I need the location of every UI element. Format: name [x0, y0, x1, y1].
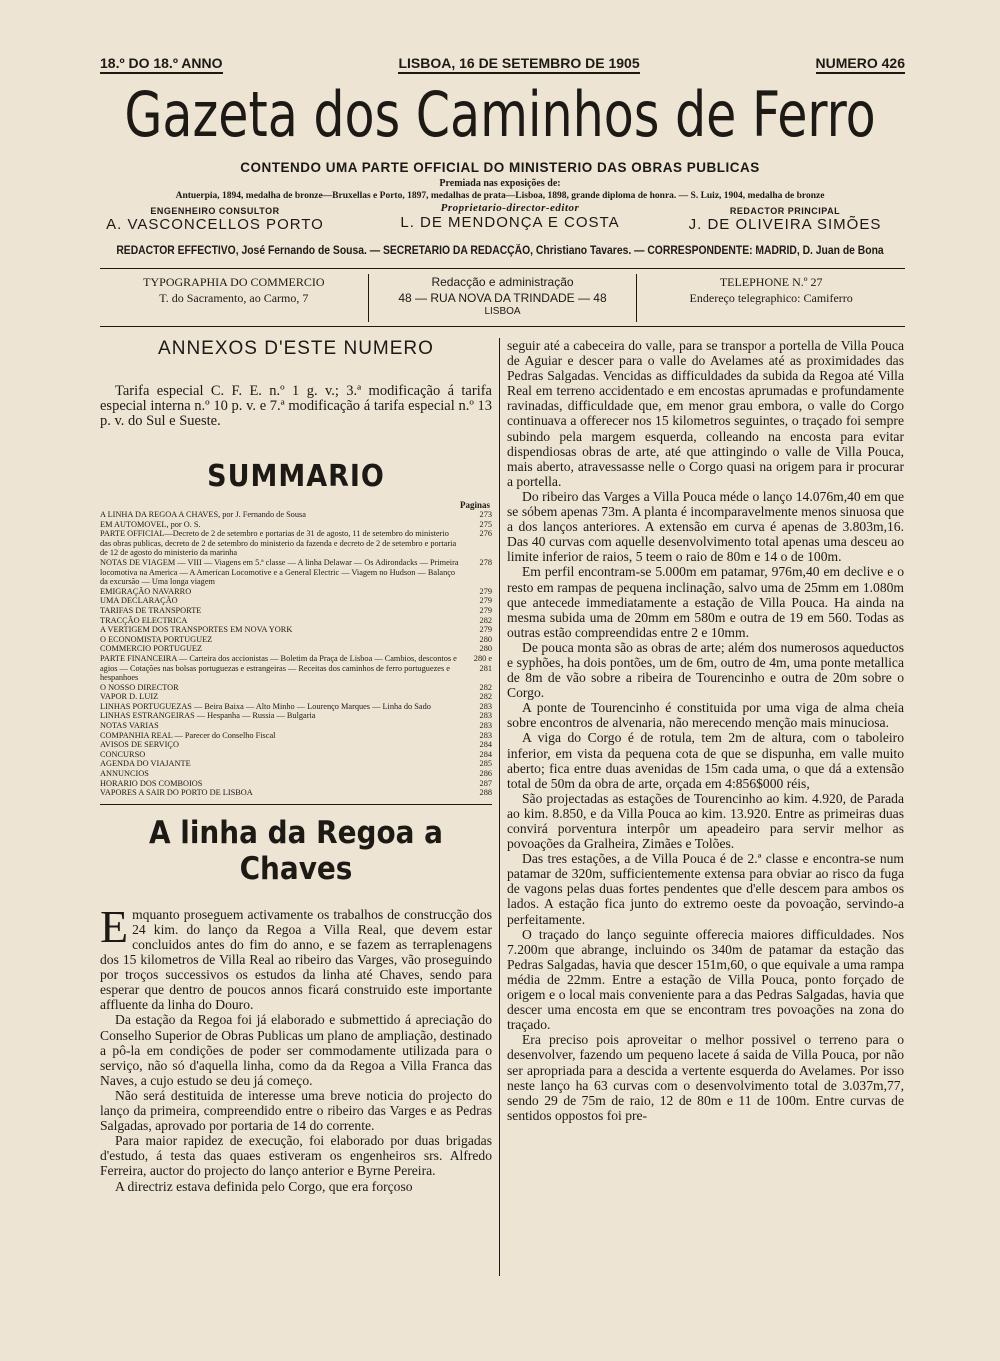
- summary-item: [100, 759, 492, 769]
- article-title: A linha da Regoa a Chaves: [149, 814, 443, 887]
- summary-item-title: EM AUTOMOVEL, por O. S.: [100, 519, 201, 529]
- summary-item-title: PARTE OFFICIAL—Decreto de 2 de setembro e portarias de 31 de agosto, 11 de setembro do ministerio das obras publicas, decreto de 2 de setembro do ministerio da fazenda e decreto de 2 de setembro e portaria de 12 de agosto do ministerio da marinha: [100, 529, 457, 558]
- article-paragraph: O traçado do lanço seguinte offerecia maiores difficuldades. Nos 7.200m que abrange, incluindo os 340m de patamar da estação das Pedras Salgadas, havia que descer 151m,60, o que equivale a uma rampa média de 22mm. Entre a estação de Villa Pouca, ponto forçado de origem e o local mais conveniente para a das Pedras Salgadas, havia que descer uma encosta em que se encontram tres povoações na zona do traçado.: [507, 926, 904, 1033]
- summary-item-title: COMPANHIA REAL — Parecer do Conselho Fiscal: [100, 730, 276, 740]
- summary-item-page: 279: [479, 625, 492, 635]
- summary-item-page: 279: [479, 596, 492, 606]
- summary-item: [100, 635, 492, 645]
- column-divider: [499, 338, 500, 1276]
- info-bottom-rule: [100, 326, 905, 327]
- summary-item: [100, 596, 492, 606]
- summary-item-title: ANNUNCIOS: [100, 769, 149, 779]
- office-title: Redacção e administração: [431, 275, 574, 289]
- summary-item-page: 285: [479, 759, 492, 769]
- summary-item-title: NOTAS VARIAS: [100, 721, 159, 731]
- engineer-role: ENGENHEIRO CONSULTOR: [150, 206, 280, 216]
- summary-item-page: 283: [479, 701, 492, 711]
- office-cell: [368, 274, 637, 322]
- summary-item: [100, 654, 492, 683]
- summary-item-title: VAPORES A SAIR DO PORTO DE LISBOA: [100, 788, 253, 798]
- summary-item-title: AGENDA DO VIAJANTE: [100, 759, 191, 769]
- article-paragraph: Não será destituida de interesse uma breve noticia do projecto do lanço da primeira, compreendido entre o ribeiro das Varges e as Pedras Salgadas, aprovado por portaria de 14 do corrente.: [100, 1087, 492, 1134]
- summary-item-page: 283: [479, 721, 492, 731]
- summary-item-title: TRACÇÃO ELECTRICA: [100, 615, 188, 625]
- chief-role: REDACTOR PRINCIPAL: [729, 206, 841, 216]
- summary-item: [100, 558, 492, 587]
- summary-item: [100, 683, 492, 693]
- article-paragraph: seguir até a cabeceira do valle, para se transpor a portella de Villa Pouca de Aguiar e descer para o valle do Avelames até as proximidades das Pedras Salgadas. Vencidas as difficuldades da subida da Regoa até Villa Real em terreno accidentado e em encostas aprumadas e profundamente ravinadas, difficuldade que, em menor grau embora, o valle do Corgo continuava a offerecer nos 15 kilometros seguintes, o traçado foi sempre subindo pela margem esquerda, colleando na encosta para evitar dispendiosas obras de arte, até que attingindo o valle de Villa Pouca, mais aberto, atravessasse nelle o Corgo quasi na origem para ir procurar a portella.: [507, 338, 904, 489]
- masthead-title: Gazeta dos Caminhos de Ferro: [124, 78, 876, 151]
- summary-item: [100, 779, 492, 789]
- article-paragraph: São projectadas as estações de Tourencinho ao kim. 4.920, de Parada ao kim. 8.850, e da Villa Pouca ao kim. 13.920. Entre as primeiras duas convirá porventura interpôr um apeadeiro para servir melhor as povoações da Gralheira, Zimães e Tolões.: [507, 790, 904, 852]
- summary-item-page: 280 e 281: [473, 653, 492, 673]
- summary-item-page: 282: [479, 682, 492, 692]
- article-paragraph: A ponte de Tourencinho é constituida por uma viga de alma cheia sobre encontros de alvenaria, não merecendo menção mais minuciosa.: [507, 700, 904, 731]
- info-bar: [100, 274, 905, 322]
- summary-item-title: O NOSSO DIRECTOR: [100, 682, 179, 692]
- summary-item-title: CONCURSO: [100, 749, 146, 759]
- annex-title: ANNEXOS D'ESTE NUMERO: [158, 338, 434, 359]
- summary-item-title: UMA DECLARAÇÃO: [100, 596, 178, 606]
- printer-cell: [100, 274, 368, 322]
- staff-block: [100, 202, 905, 246]
- printer-title: TYPOGRAPHIA DO COMMERCIO: [143, 275, 325, 289]
- owner-block: [360, 202, 660, 231]
- top-line: [100, 55, 905, 74]
- summary-item-page: 282: [479, 692, 492, 702]
- summary-item-page: 282: [479, 615, 492, 625]
- summary-item-title: LINHAS PORTUGUEZAS — Beira Baixa — Alto Minho — Lourenço Marques — Linha do Sado: [100, 701, 431, 711]
- pages-label: Paginas: [459, 500, 490, 510]
- summary-item-page: 278: [479, 557, 492, 567]
- telephone-cell: [636, 274, 905, 322]
- summary-item: [100, 740, 492, 750]
- summary-item-page: 279: [479, 605, 492, 615]
- summary-item-title: NOTAS DE VIAGEM — VIII — Viagens em 5.ª classe — A linha Delawar — Os Adirondacks — Primeira locomotiva na America — A American Locomotive e a General Electric — Viagem no Hudson — Balanço da excursão — Uma longa viagem: [100, 557, 459, 587]
- summary-item-page: 280: [479, 644, 492, 654]
- summary-item: [100, 625, 492, 635]
- chief-name: J. DE OLIVEIRA SIMÕES: [688, 216, 882, 233]
- summary-item-title: HORARIO DOS COMBOIOS: [100, 778, 203, 788]
- summary-item: [100, 587, 492, 597]
- article-paragraph: Das tres estações, a de Villa Pouca é de 2.ª classe e encontra-se num patamar de 320m, sufficientemente extensa para obviar ao risco da fuga de vagons pelas duas fortes pendentes que d'elle descem para ambos os lados. A estação fica junto do extremo oeste da povoação, servindo-a perfeitamente.: [507, 851, 904, 927]
- office-city: LISBOA: [484, 306, 521, 317]
- summary-item-title: LINHAS ESTRANGEIRAS — Hespanha — Russia — Bulgaria: [100, 711, 316, 721]
- summary-item-page: 283: [479, 730, 492, 740]
- engineer-name: A. VASCONCELLOS PORTO: [106, 216, 324, 233]
- summary-item: [100, 644, 492, 654]
- article-paragraph: Da estação da Regoa foi já elaborado e submettido á apreciação do Conselho Superior de Obras Publicas um plano de ampliação, destinado a pô-la em condições de poder ser commodamente utilizada para o serviço, não só d'aquella linha, como da da Regoa a Villa Franca das Naves, a cujo estudo se deu já começo.: [100, 1012, 492, 1088]
- summary-item-page: 273: [479, 510, 492, 519]
- left-column: [100, 338, 492, 1194]
- awards-heading: Premiada nas exposições de:: [439, 178, 561, 189]
- owner-role: Proprietario-director-editor: [440, 202, 580, 214]
- summary-item: [100, 529, 492, 558]
- summary-item: [100, 702, 492, 712]
- summary-item: [100, 520, 492, 530]
- printer-address: T. do Sacramento, ao Carmo, 7: [159, 291, 309, 305]
- annex-text: Tarifa especial C. F. E. n.º 1 g. v.; 3.ª modificação á tarifa especial interna n.º 10 p. v. e 7.ª modificação á tarifa especial n.º 13 p. v. do Sul e Sueste.: [100, 383, 492, 429]
- summary-item-title: O ECONOMISTA PORTUGUEZ: [100, 634, 213, 644]
- summary-item-page: 284: [479, 740, 492, 750]
- summary-item-page: 276: [479, 529, 492, 539]
- summary-item: [100, 769, 492, 779]
- article-paragraph: A viga do Corgo é de rotula, tem 2m de altura, com o taboleiro inferior, em vista da pequena cota de que se dispunha, em valle muito aberto; fica entre duas avenidas de 15m cada uma, o que dá a extensão total de 50m da obra de arte, orçada em 4:856$000 réis,: [507, 730, 904, 791]
- dateline: LISBOA, 16 DE SETEMBRO DE 1905: [398, 55, 639, 74]
- summary-item: [100, 750, 492, 760]
- article-paragraph: Em perfil encontram-se 5.000m em patamar, 976m,40 em declive e o resto em rampas de pequena inclinação, salvo uma de 25mm em 1.080m que antecede immediatamente a estação de Villa Pouca. Ha ainda na mesma subida uma de 20mm em 580m e outra de 19 em 560. Todas as outras estão compreendidas entre 2 e 10mm.: [507, 564, 904, 640]
- masthead-subtitle: CONTENDO UMA PARTE OFFICIAL DO MINISTERIO DAS OBRAS PUBLICAS: [240, 160, 760, 175]
- summary-item: [100, 616, 492, 626]
- drop-cap: E: [100, 900, 129, 952]
- summary-item: [100, 731, 492, 741]
- summary-item-page: 279: [479, 586, 492, 596]
- telephone: TELEPHONE N.º 27: [719, 275, 823, 289]
- summary-item-page: 275: [479, 519, 492, 529]
- issue-number: NUMERO 426: [816, 55, 905, 74]
- summary-item-page: 288: [479, 788, 492, 798]
- summary-title: SUMMARIO: [207, 459, 385, 494]
- summary-list: [100, 510, 492, 798]
- chief-block: [665, 206, 905, 233]
- engineer-block: [100, 206, 330, 233]
- article-paragraph: Era preciso pois aproveitar o melhor possivel o terreno para o desenvolver, fazendo um pequeno lacete á saida de Villa Pouca, por não ser apropriada para a descida a vertente esquerda do Avelames. Por isso neste lanço ha 63 curvas com o desenvolvimento total de 3.037m,77, sendo 29 de 75m de raio, 12 de 80m e 11 de 100m. Entre curvas de sentidos oppostos foi pre-: [507, 1032, 904, 1123]
- summary-item: [100, 692, 492, 702]
- summary-item-page: 287: [479, 778, 492, 788]
- summary-item-page: 284: [479, 749, 492, 759]
- summary-rule: [100, 804, 492, 805]
- year-label: 18.º DO 18.º ANNO: [100, 55, 223, 74]
- article-paragraph: Para maior rapidez de execução, foi elaborado por duas brigadas d'estudo, á testa das quaes estiveram os engenheiros srs. Alfredo Ferreira, auctor do projecto do lanço anterior e Byrne Pereira.: [100, 1133, 492, 1179]
- summary-item-page: 286: [479, 769, 492, 779]
- right-column: [507, 338, 904, 1123]
- summary-item: [100, 721, 492, 731]
- summary-item-title: A VERTIGEM DOS TRANSPORTES EM NOVA YORK: [100, 625, 293, 635]
- summary-item-title: COMMERCIO PORTUGUEZ: [100, 644, 203, 654]
- awards-line: Antuerpia, 1894, medalha de bronze—Bruxellas e Porto, 1897, medalhas de prata—Lisboa, 1898, grande diploma de honra. — S. Luiz, 1904, medalha de bronze: [175, 191, 825, 201]
- summary-item: [100, 606, 492, 616]
- summary-item-title: PARTE FINANCEIRA — Carteira dos accionistas — Boletim da Praça de Lisboa — Cambios, descontos e agios — Cotações nas bolsas portuguezas e estrangeiras — Receitas dos caminhos de ferro portuguezes e hespanhoes: [100, 653, 457, 683]
- summary-item-title: EMIGRAÇÃO NAVARRO: [100, 586, 192, 596]
- summary-item: [100, 711, 492, 721]
- office-address: 48 — RUA NOVA DA TRINDADE — 48: [398, 291, 607, 305]
- article-paragraph: A directriz estava definida pelo Corgo, que era forçoso: [115, 1178, 413, 1194]
- staff-line: REDACTOR EFFECTIVO, José Fernando de Sousa. — SECRETARIO DA REDACÇÃO, Christiano Tavares. — CORRESPONDENTE: MADRID, D. Juan de Bona: [116, 245, 884, 257]
- summary-item-page: 280: [479, 634, 492, 644]
- article-paragraph: Do ribeiro das Varges a Villa Pouca méde o lanço 14.076m,40 em que se sóbem apenas 73m. A planta é incomparavelmente menos sinuosa que a dos lanços anteriores. A extensão em curva é apenas de 3.803m,16. Das 40 curvas com aquelle desenvolvimento total apenas uma desceu ao limite inferior de raios, 5 teem o raio de 80m e 14 o de 100m.: [507, 488, 904, 565]
- top-rule: [100, 268, 905, 269]
- article-paragraph: De pouca monta são as obras de arte; além dos numerosos aqueductos e syphões, ha dois pontões, um de 6m, outro de 4m, uma ponte metallica de 8m de vão sobre a ribeira de Tourencinho e outra de 20m sobre o Corgo.: [507, 639, 904, 701]
- article-paragraph: Emquanto proseguem activamente os trabalhos de construcção dos 24 kim. do lanço da Regoa a Villa Real, que devem estar concluidos antes do fim do anno, e se fazem as terraplenagens dos 15 kilometros de Villa Real ao ribeiro das Varges, vão proseguindo por troços successivos os estudos da linha até Chaves, sendo para esperar que dentro de poucos annos ficará construido este importante affluente da linha do Douro.: [100, 900, 492, 1013]
- summary-item-title: VAPOR D. LUIZ: [100, 692, 159, 702]
- summary-item: [100, 788, 492, 798]
- summary-item-title: A LINHA DA REGOA A CHAVES, por J. Fernando de Sousa: [100, 510, 306, 519]
- summary-item: [100, 510, 492, 520]
- telegraph-address: Endereço telegraphico: Camiferro: [689, 291, 853, 305]
- summary-item-title: TARIFAS DE TRANSPORTE: [100, 605, 202, 615]
- summary-item-page: 283: [479, 711, 492, 721]
- owner-name: L. DE MENDONÇA E COSTA: [400, 214, 620, 231]
- summary-item-title: AVISOS DE SERVIÇO: [100, 740, 179, 750]
